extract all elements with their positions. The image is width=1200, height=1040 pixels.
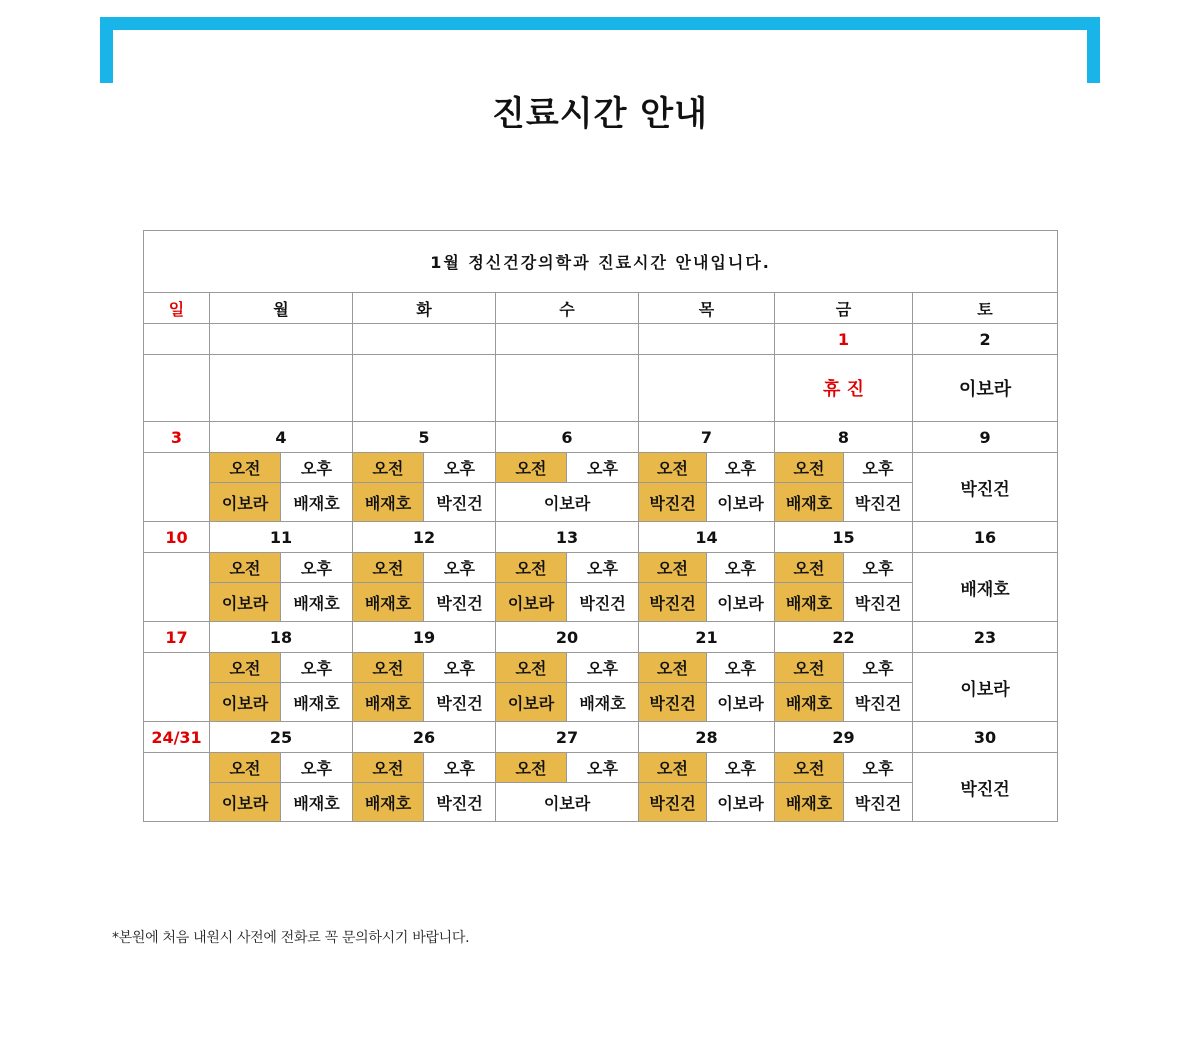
pm-doctor: 박진건 — [844, 483, 913, 522]
am-label: 오전 — [210, 553, 281, 583]
am-doctor: 박진건 — [639, 783, 707, 822]
weekday-thu: 목 — [639, 293, 775, 324]
header-frame — [100, 17, 1100, 83]
pm-doctor: 박진건 — [567, 583, 639, 622]
pm-label: 오후 — [567, 653, 639, 683]
date-cell: 29 — [775, 722, 913, 753]
pm-doctor: 배재호 — [281, 583, 353, 622]
date-cell: 22 — [775, 622, 913, 653]
am-label: 오전 — [639, 653, 707, 683]
date-cell: 21 — [639, 622, 775, 653]
date-cell: 12 — [353, 522, 496, 553]
am-label: 오전 — [353, 753, 424, 783]
pm-doctor: 박진건 — [844, 683, 913, 722]
am-doctor: 배재호 — [775, 783, 844, 822]
sunday-empty — [144, 553, 210, 622]
date-cell: 20 — [496, 622, 639, 653]
pm-doctor: 배재호 — [281, 483, 353, 522]
am-doctor: 배재호 — [353, 783, 424, 822]
am-label: 오전 — [639, 753, 707, 783]
date-cell: 27 — [496, 722, 639, 753]
am-doctor: 배재호 — [775, 483, 844, 522]
footnote: *본원에 처음 내원시 사전에 전화로 꼭 문의하시기 바랍니다. — [112, 930, 470, 946]
am-doctor: 배재호 — [353, 583, 424, 622]
saturday-doctor: 이보라 — [913, 355, 1058, 422]
date-cell: 14 — [639, 522, 775, 553]
date-cell: 2 — [913, 324, 1058, 355]
am-label: 오전 — [775, 553, 844, 583]
date-cell: 5 — [353, 422, 496, 453]
am-doctor: 박진건 — [639, 583, 707, 622]
date-cell: 26 — [353, 722, 496, 753]
weekday-sun: 일 — [144, 293, 210, 324]
weekday-sat: 토 — [913, 293, 1058, 324]
sunday-empty — [144, 753, 210, 822]
pm-doctor: 박진건 — [424, 783, 496, 822]
week-slot-row — [144, 653, 1058, 683]
date-cell: 28 — [639, 722, 775, 753]
pm-label: 오후 — [567, 453, 639, 483]
table-title: 1월 정신건강의학과 진료시간 안내입니다. — [144, 231, 1058, 293]
am-doctor: 이보라 — [210, 683, 281, 722]
weekday-mon: 월 — [210, 293, 353, 324]
pm-label: 오후 — [281, 453, 353, 483]
pm-doctor: 박진건 — [844, 583, 913, 622]
saturday-doctor: 박진건 — [913, 453, 1058, 522]
saturday-date: 23 — [913, 622, 1058, 653]
date-cell: 1 — [775, 324, 913, 355]
pm-doctor: 박진건 — [424, 483, 496, 522]
am-label: 오전 — [353, 653, 424, 683]
am-label: 오전 — [639, 453, 707, 483]
pm-label: 오후 — [707, 753, 775, 783]
pm-label: 오후 — [844, 553, 913, 583]
pm-doctor: 이보라 — [707, 483, 775, 522]
am-label: 오전 — [210, 653, 281, 683]
pm-label: 오후 — [281, 553, 353, 583]
am-label: 오전 — [210, 453, 281, 483]
am-doctor: 배재호 — [353, 683, 424, 722]
am-doctor: 배재호 — [775, 683, 844, 722]
date-cell: 11 — [210, 522, 353, 553]
am-doctor: 이보라 — [210, 583, 281, 622]
pm-label: 오후 — [707, 453, 775, 483]
closed-label: 휴 진 — [775, 355, 913, 422]
am-doctor: 배재호 — [353, 483, 424, 522]
sunday-date: 10 — [144, 522, 210, 553]
pm-label: 오후 — [567, 753, 639, 783]
week1-date-row — [144, 324, 1058, 355]
saturday-doctor: 박진건 — [913, 753, 1058, 822]
pm-label: 오후 — [844, 753, 913, 783]
week-slot-row — [144, 753, 1058, 783]
pm-doctor: 배재호 — [567, 683, 639, 722]
pm-label: 오후 — [424, 753, 496, 783]
am-label: 오전 — [775, 453, 844, 483]
date-cell: 19 — [353, 622, 496, 653]
weekday-wed: 수 — [496, 293, 639, 324]
weekday-tue: 화 — [353, 293, 496, 324]
pm-label: 오후 — [844, 653, 913, 683]
week-slot-row — [144, 453, 1058, 483]
week-slot-row — [144, 553, 1058, 583]
pm-doctor: 박진건 — [424, 583, 496, 622]
am-label: 오전 — [496, 453, 567, 483]
pm-doctor: 이보라 — [707, 783, 775, 822]
pm-doctor: 이보라 — [707, 683, 775, 722]
date-cell: 8 — [775, 422, 913, 453]
am-label: 오전 — [496, 753, 567, 783]
am-label: 오전 — [775, 653, 844, 683]
date-cell: 4 — [210, 422, 353, 453]
am-doctor: 배재호 — [775, 583, 844, 622]
week-date-row — [144, 522, 1058, 553]
am-label: 오전 — [496, 553, 567, 583]
week1-schedule-row — [144, 355, 1058, 422]
pm-label: 오후 — [707, 653, 775, 683]
am-doctor: 이보라 — [496, 583, 567, 622]
am-label: 오전 — [353, 553, 424, 583]
date-cell: 13 — [496, 522, 639, 553]
pm-label: 오후 — [567, 553, 639, 583]
am-doctor: 박진건 — [639, 483, 707, 522]
date-cell: 15 — [775, 522, 913, 553]
pm-label: 오후 — [424, 553, 496, 583]
schedule-table — [143, 230, 1058, 822]
pm-doctor: 배재호 — [281, 783, 353, 822]
date-cell: 18 — [210, 622, 353, 653]
week-date-row — [144, 722, 1058, 753]
pm-label: 오후 — [707, 553, 775, 583]
am-label: 오전 — [353, 453, 424, 483]
page-title: 진료시간 안내 — [492, 94, 708, 134]
weekday-fri: 금 — [775, 293, 913, 324]
fullday-doctor: 이보라 — [496, 483, 639, 522]
am-doctor: 이보라 — [496, 683, 567, 722]
week-date-row — [144, 622, 1058, 653]
sunday-date: 24/31 — [144, 722, 210, 753]
am-label: 오전 — [496, 653, 567, 683]
sunday-empty — [144, 653, 210, 722]
pm-doctor: 배재호 — [281, 683, 353, 722]
week-date-row — [144, 422, 1058, 453]
sunday-empty — [144, 453, 210, 522]
pm-label: 오후 — [281, 753, 353, 783]
am-doctor: 박진건 — [639, 683, 707, 722]
pm-label: 오후 — [844, 453, 913, 483]
saturday-doctor: 이보라 — [913, 653, 1058, 722]
sunday-date: 17 — [144, 622, 210, 653]
am-label: 오전 — [775, 753, 844, 783]
pm-doctor: 박진건 — [424, 683, 496, 722]
pm-label: 오후 — [424, 653, 496, 683]
pm-label: 오후 — [424, 453, 496, 483]
date-cell: 25 — [210, 722, 353, 753]
am-label: 오전 — [210, 753, 281, 783]
weekday-header-row — [144, 293, 1058, 324]
pm-doctor: 이보라 — [707, 583, 775, 622]
date-cell: 6 — [496, 422, 639, 453]
date-cell: 7 — [639, 422, 775, 453]
fullday-doctor: 이보라 — [496, 783, 639, 822]
pm-label: 오후 — [281, 653, 353, 683]
am-doctor: 이보라 — [210, 783, 281, 822]
pm-doctor: 박진건 — [844, 783, 913, 822]
saturday-date: 16 — [913, 522, 1058, 553]
am-label: 오전 — [639, 553, 707, 583]
am-doctor: 이보라 — [210, 483, 281, 522]
saturday-doctor: 배재호 — [913, 553, 1058, 622]
sunday-date: 3 — [144, 422, 210, 453]
saturday-date: 9 — [913, 422, 1058, 453]
saturday-date: 30 — [913, 722, 1058, 753]
